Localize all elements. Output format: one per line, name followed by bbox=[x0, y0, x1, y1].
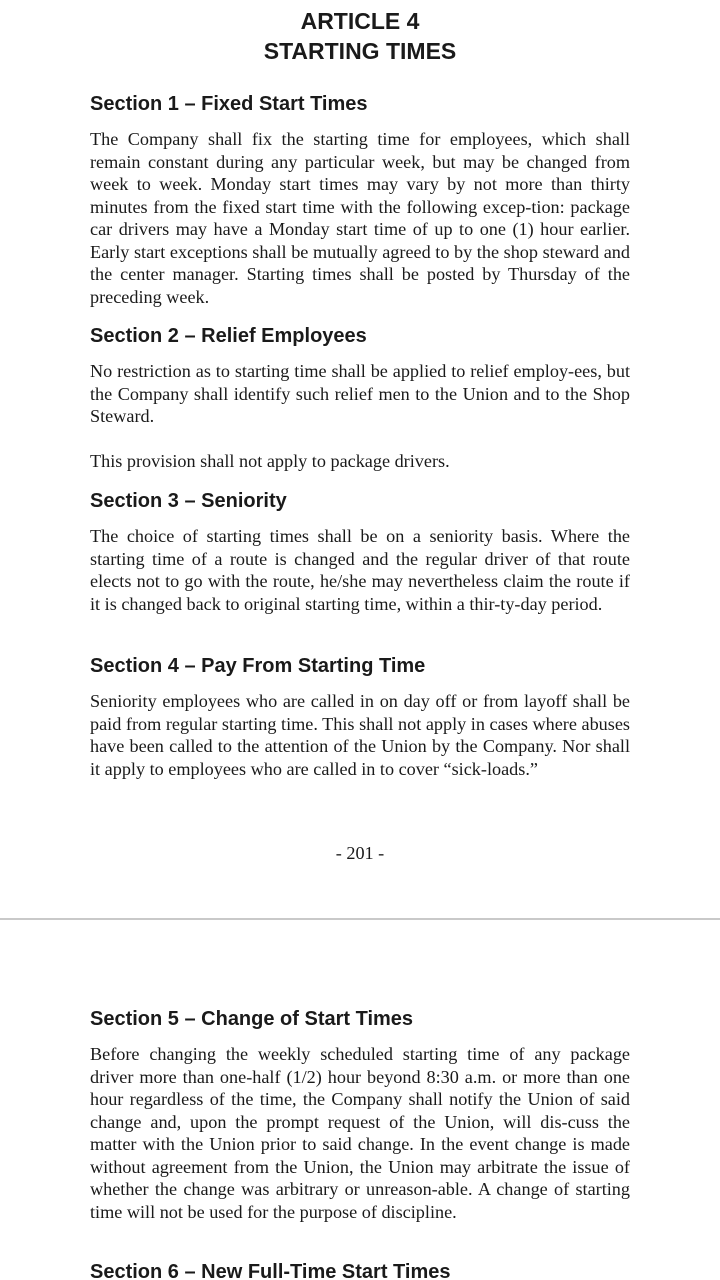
section-heading: Section 3 – Seniority bbox=[90, 490, 287, 512]
section-paragraph: No restriction as to starting time shall be applied to relief employ-ees, but the Company shall identify such relief men to the Union and to the Shop Steward. bbox=[90, 361, 630, 426]
article-subtitle: STARTING TIMES bbox=[263, 38, 457, 64]
section-2 bbox=[90, 323, 630, 472]
article-title bbox=[0, 6, 720, 66]
section-paragraph: Seniority employees who are called in on day off or from layoff shall be paid from regular starting time. This shall not apply in cases where abuses have been called to the attention of the Union by the Company. Nor shall it apply to employees who are called in to cover “sick-loads.” bbox=[90, 691, 630, 779]
article-number: ARTICLE 4 bbox=[300, 8, 420, 34]
section-heading: Section 4 – Pay From Starting Time bbox=[90, 655, 426, 677]
section-1 bbox=[90, 91, 630, 308]
document-page bbox=[0, 920, 720, 1280]
section-6 bbox=[90, 1259, 630, 1280]
section-paragraph: The choice of starting times shall be on a seniority basis. Where the starting time of a route is changed and the regular driver of that route elects not to go with the route, he/she may nevertheless claim the route if it is changed back to original starting time, within a thir-ty-day period. bbox=[90, 526, 630, 614]
section-5 bbox=[90, 1006, 630, 1223]
section-heading: Section 2 – Relief Employees bbox=[90, 325, 367, 347]
section-paragraph: Before changing the weekly scheduled starting time of any package driver more than one-half (1/2) hour beyond 8:30 a.m. or more than one hour regardless of the time, the Company shall notify the Union of said change and, upon the prompt request of the Union, will dis-cuss the matter with the Union prior to said change. In the event change is made without agreement from the Union, the Union may arbitrate the issue of whether the change was arbitrary or unreason-able. A change of starting time will not be used for the purpose of discipline. bbox=[90, 1044, 630, 1222]
page-number: - 201 - bbox=[335, 843, 385, 863]
section-paragraph: The Company shall fix the starting time for employees, which shall remain constant during any particular week, but may be changed from week to week. Monday start times may vary by not more than thirty minutes from the fixed start time with the following excep-tion: package car drivers may have a Monday start time of up to one (1) hour earlier. Early start exceptions shall be mutually agreed to by the shop steward and the center manager. Starting times shall be posted by Thursday of the preceding week. bbox=[90, 129, 630, 307]
section-heading: Section 6 – New Full-Time Start Times bbox=[90, 1261, 451, 1280]
section-heading: Section 1 – Fixed Start Times bbox=[90, 93, 368, 115]
section-4 bbox=[90, 653, 630, 780]
section-heading: Section 5 – Change of Start Times bbox=[90, 1008, 414, 1030]
section-3 bbox=[90, 488, 630, 615]
section-paragraph: This provision shall not apply to package drivers. bbox=[90, 450, 450, 471]
